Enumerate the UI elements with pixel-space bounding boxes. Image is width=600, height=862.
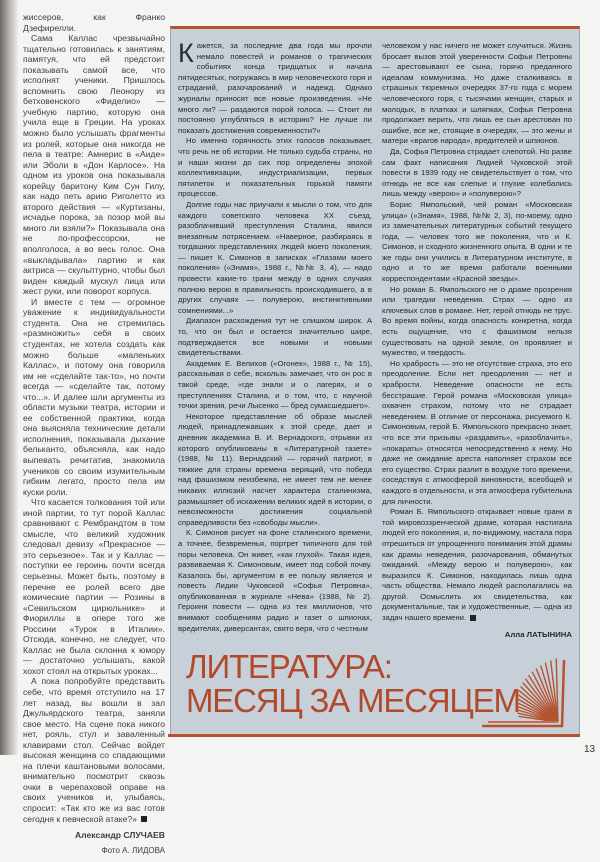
paragraph: Академик Е. Велихов («Огонек», 1988 г., № 15), рассказывая о себе, вскользь замечает, что он рос в такой среде, «где знали и о лагерях, и о преступлениях Сталина, и о том, что, с научной точки зрения, речи Лысенко — бред сумасшедшего». xyxy=(178,358,372,411)
page-number: 13 xyxy=(584,744,596,755)
paragraph: Долгие годы нас приучали к мысли о том, что для каждого советского человека XX съезд, разоблачивший преступления Сталина, явился внезапным потрясением. «Наверное, разбираясь в тогдашних представлениях людей моего поколения, — пишет К. Симонов в записках «Глазами моего поколения» («Знамя», 1988 г., №№ 3, 4), — надо провести какие-то грани между в одних случаях полною верою в правильность происходившего, а в других случаях — полуверою, инстинктивными сомнениями...» xyxy=(178,199,372,315)
section-rule xyxy=(168,734,580,737)
paragraph-text: Роман Б. Ямпольского открывает новые грани в той мировоззренческой драме, которая настигала людей его поколения, и, по-видимому, настала пора отрешиться от упрощенного понимания этой драмы как драмы неведения, разочарования, обманутых ожиданий. «Между верою и полуверою», как выразился К. Симонов, находилась лишь одна часть общества. Немало людей располагались на другой. Осмыслить их свидетельства, как документальные, так и художественные, — одна из задач нашего времени. xyxy=(382,507,572,623)
paragraph xyxy=(23,676,165,824)
paragraph: Но храбрость — это не отсутствие страха, это его преодоление. Если нет преодоления — нет и храбрости. Неведение опасности не есть бесстрашие. Герой романа «Московская улица» охвачен страхом, потому что не страдает неведением. В отличие от персонажа, рисуемого К. Симоновым, герой Б. Ямпольского прекрасно знает, что все эти призывы «раздавить», «разоблачить», «покарать» относятся непосредственно к нему. Но даже не ожидание ареста наполняет страхом все его существо. Страх разлит в воздухе того времени, соседствуя с атмосферой виновности, всеобщей и каждого в отдельности, и эта атмосфера губительна для личности. xyxy=(382,358,572,506)
feature-column-1 xyxy=(178,38,372,634)
paragraph: Что касается толкования той или иной партии, то тут порой Каллас сравнивают с Рембрандтом в том смысле, что великий художник следовал девизу «Прекрасное — это серьезное». Так и у Каллас — поступки ее героинь почти всегда серьезны. Может быть, поэтому в перечне ее ролей всего две комические партии — Розины в «Севильском цирюльнике» и Фиориллы в опере того же Россини «Турок в Италии». Отсюда, конечно, не следует, что Каллас не была склонна к юмору — достаточно услышать, какой хохот стоял на открытых уроках... xyxy=(23,497,165,676)
paragraph: Сама Каллас чрезвычайно тщательно готовилась к занятиям, памятуя, что ей предстоит показывать самой все, что исполнят ученики. Пришлось вспомнить свою Леонору из бетховенского «Фиделио» — учебную партию, которую она учила еще в Греции. На уроках можно было услышать фрагменты из ролей, которые она никогда не пела в театре: Амнерис в «Аиде» или Эболи в «Дон Карлосе». На одном из уроков она показывала корейцу баритону Ким Сун Гилу, как надо петь арию Риголетто из второго действия — «Куртизаны, исчадье порока, за позор мой вы много ли взяли?» Показывала она не по-профессорски, не вполголоса, а во весь голос. Она «выкладывала» партию и как актриса — скульптурно, чтобы был виден каждый мускул лица или жест руки, или поворот корпуса. xyxy=(23,33,165,297)
paragraph-text: ажется, за последние два года мы прочли немало повестей и романов о трагических событиях конца тридцатых и начала пятидесятых, погружаясь в мир человеческого горя и страданий, разочарований и надежд. Однако журналы приносят все новые произведения. «Не много ли? — раздаются порой голоса. — Стоит ли постоянно углубляться в историю? Не лучше ли показать достижения современности?» xyxy=(178,41,372,135)
paragraph: человеком у нас ничего не может случиться. Жизнь бросает вызов этой уверенности Софьи Петровны — арестовывают ее сына, горячо преданного идеалам коммунизма. Но даже сталкиваясь в страшных тюремных очередях 37-го года с морем человеческого горя, с тысячами женщин, старых и молодых, в платках и шляпках, Софья Петровна продолжает верить, что лишь ее сын арестован по ошибке, все же, стоящие в очередях, — это жены и матери «врагов народа», вредителей и шпионов. xyxy=(382,41,572,146)
end-mark-icon xyxy=(470,615,476,621)
paragraph: Но именно горячность этих голосов показывает, что речь не об истории. Не только судьба страны, но и наши жизни до сих пор определены эпохой коллективизации, индустриализации, первых пятилеток и показательных горькой памяти процессов. xyxy=(178,136,372,199)
paragraph: Борис Ямпольский, чей роман «Московская улица» («Знамя», 1988, №№ 2, 3), по-моему, одно из замечательных литературных событий текущего года, — человек того же поколения, что и К. Симонов, и сходного жизненного опыта. В одни и те же годы они учились в Литературном институте, в одно и то же время работали военными корреспондентами «Красной звезды». xyxy=(382,199,572,284)
section-title-line-1: ЛИТЕРАТУРА: xyxy=(186,648,392,685)
paragraph: И вместе с тем — огромное уважение к индивидуальности студента. Она не стремилась «размножить» себя в своих студентах, не хотела создать как можно больше «маленьких Каллас», и потому она говорила им не «сделайте так-то», но почти всегда — «сделайте так, потому что...». И далее шли аргументы из области музыки театра, истории и ее собственной практики, когда она выясняла технические детали исполнения, показывала дыхание бельканто, объясняла, как надо выпевать речитатив, знакомила учеников со своим изумительным гибким легато, просто пела им куски роли. xyxy=(23,296,165,497)
end-mark-icon xyxy=(141,816,147,822)
page-binding-edge xyxy=(0,0,18,755)
paragraph: К. Симонов рисует на фоне сталинского времени, а точнее, безвременья, портрет типичного для той поры человека. Он живет, «как глухой». Такая идея, развиваемая К. Симоновым, имеет под собой почву. Казалось бы, аргументом в ее пользу является и повесть Лидии Чуковской «Софья Петровна», опубликованная в журнале «Нева» (1988, № 2). Героиня повести — одна из тех миллионов, что внимают сообщениям радио и газет о шпионах, вредителях, диверсантах, свято веря, что с честным xyxy=(178,528,372,633)
paragraph: жиссеров, как Франко Дзефирелли. xyxy=(23,12,165,33)
feature-author: Алла ЛАТЫНИНА xyxy=(504,629,572,639)
paragraph: Но роман Б. Ямпольского не о драме прозрения или трагедии неведения. Страх — одно из ключевых слов в романе. Нет, герой отнюдь не трус. Во время войны, когда опасность конкретна, когда есть ощущение, что с фашизмом нельзя существовать на одной земле, он проявляет и мужество, и твердость. xyxy=(382,284,572,358)
section-title xyxy=(186,650,520,718)
paragraph xyxy=(382,507,572,624)
section-title-line-2: МЕСЯЦ ЗА МЕСЯЦЕМ xyxy=(186,682,520,719)
paragraph: Да, Софья Петровна страдает слепотой. Но разве сам факт написания Лидией Чуковской этой повести в 1939 году не свидетельствует о том, что отнюдь не все как слепые и глухие колебались лишь между «верою» и «полуверою»? xyxy=(382,146,572,199)
article-author: Александр СЛУЧАЕВ xyxy=(74,830,165,841)
paragraph-text: А пока попробуйте представить себе, что время отступило на 17 лет назад, вы вошли в зал Джульярдского театра, заняли свое место. На сцене пока никого нет, рояль, стул и заваленный клавирами стол. Сейчас войдет высокая женщина со спадающими на плечи каштановыми волосами, внимательно посмотрит сквозь очки в черепаховой оправе на своих учеников и, улыбаясь, спросит: «Так кто же из вас готов сегодня к певческой атаке?» xyxy=(23,676,165,824)
paragraph xyxy=(178,38,372,136)
drop-cap: К xyxy=(178,38,194,68)
left-article-column xyxy=(23,12,165,856)
paragraph: Некоторое представление об образе мыслей людей, принадлежавших к этой среде, дает и дневник академика В. И. Вернадского, отрывки из которого опубликованы в «Литературной газете» (1988, № 11). Вернадский — горячий патриот, в тяжкие для страны времена верящий, что победа над фашизмом неизбежна, не имеет тем не менее никаких иллюзий насчет характера сталинизма, размышляет об искажении великих идей в истории, о невозможности достижения социальной справедливости без «свободы мысли». xyxy=(178,411,372,527)
open-book-icon xyxy=(478,650,568,730)
photo-credit: Фото А. ЛИДОВА xyxy=(101,845,165,855)
feature-column-2 xyxy=(382,41,572,640)
paragraph: Диапазон расхождения тут не слишком широк. А то, что он был и остается значительно шире, подтверждается все новыми и новыми свидетельствами. xyxy=(178,316,372,358)
